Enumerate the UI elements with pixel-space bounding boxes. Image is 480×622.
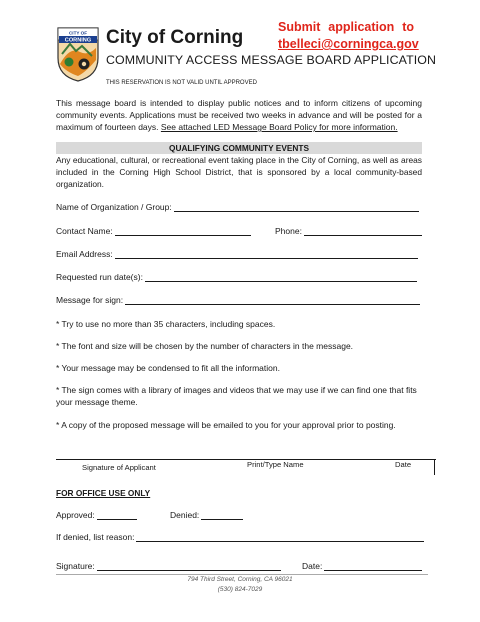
qualifying-events-text: Any educational, cultural, or recreational event taking place in the City of Corning, as well as areas included in the Corning High School District, that is sponsored by a local community-based organization.: [56, 155, 422, 189]
office-use-heading: FOR OFFICE USE ONLY: [56, 488, 151, 498]
email-label: Email Address:: [56, 249, 113, 259]
run-dates-label: Requested run date(s):: [56, 272, 143, 282]
svg-text:CORNING: CORNING: [64, 37, 92, 44]
office-signature-field[interactable]: [56, 561, 281, 571]
contact-name-field[interactable]: [56, 226, 251, 236]
city-title: City of Corning: [106, 27, 244, 48]
denied-field[interactable]: [170, 510, 243, 520]
message-line[interactable]: [125, 296, 420, 305]
note-item: * The font and size will be chosen by the number of characters in the message.: [56, 341, 354, 351]
footer-divider: [56, 574, 428, 575]
approved-line[interactable]: [97, 511, 137, 520]
qualifying-events-heading: QUALIFYING COMMUNITY EVENTS: [56, 142, 422, 154]
denied-reason-label: If denied, list reason:: [56, 532, 135, 542]
note-item: * Try to use no more than 35 characters, including spaces.: [56, 319, 276, 329]
org-name-label: Name of Organization / Group:: [56, 202, 172, 212]
date-label: Date: [395, 460, 412, 469]
run-dates-field[interactable]: [56, 272, 417, 282]
office-signature-line[interactable]: [97, 562, 281, 571]
submit-instruction: Submit application to: [278, 20, 414, 34]
policy-link[interactable]: See attached LED Message Board Policy for more information.: [160, 122, 398, 132]
org-name-field[interactable]: [56, 202, 419, 212]
application-title: COMMUNITY ACCESS MESSAGE BOARD APPLICATION: [106, 53, 437, 67]
phone-label: Phone:: [275, 226, 302, 236]
footer-phone: (530) 824-7029: [217, 586, 263, 593]
note-item: * Your message may be condensed to fit all the information.: [56, 363, 280, 373]
print-name-label: Print/Type Name: [247, 460, 304, 469]
note-item: * A copy of the proposed message will be emailed to you for your approval prior to posting.: [56, 420, 396, 430]
email-field[interactable]: [56, 249, 418, 259]
intro-text: This message board is intended to display public notices and to inform citizens of upcoming community events. Applications must be received two weeks in advance and will be posted for a maximum of fourteen days.: [56, 98, 422, 132]
org-name-line[interactable]: [174, 203, 419, 212]
approved-label: Approved:: [56, 510, 95, 520]
intro-paragraph: [56, 97, 422, 133]
office-date-field[interactable]: [302, 561, 422, 571]
city-seal-logo: [56, 24, 100, 82]
phone-field[interactable]: [275, 226, 422, 236]
office-date-line[interactable]: [324, 562, 422, 571]
signature-applicant-label: Signature of Applicant: [82, 463, 156, 472]
footer-address: 794 Third Street, Corning, CA 96021: [187, 576, 293, 583]
run-dates-line[interactable]: [145, 273, 417, 282]
contact-name-line[interactable]: [115, 227, 251, 236]
message-field[interactable]: [56, 295, 420, 305]
not-valid-notice: THIS RESERVATION IS NOT VALID UNTIL APPROVED: [106, 80, 257, 86]
svg-text:CITY OF: CITY OF: [68, 30, 88, 36]
office-signature-label: Signature:: [56, 561, 95, 571]
email-line[interactable]: [115, 250, 418, 259]
denied-label: Denied:: [170, 510, 200, 520]
signature-row-top-line: [56, 459, 436, 460]
denied-reason-line[interactable]: [136, 533, 424, 542]
submit-email-link[interactable]: tbelleci@corningca.gov: [278, 37, 419, 51]
approved-field[interactable]: [56, 510, 137, 520]
office-date-label: Date:: [302, 561, 323, 571]
message-label: Message for sign:: [56, 295, 124, 305]
denied-reason-field[interactable]: [56, 532, 424, 542]
note-item: * The sign comes with a library of images and videos that we may use if we can find one that fits your message theme.: [56, 385, 417, 407]
signature-row-divider: [434, 459, 435, 475]
phone-line[interactable]: [304, 227, 422, 236]
denied-line[interactable]: [201, 511, 243, 520]
contact-name-label: Contact Name:: [56, 226, 113, 236]
